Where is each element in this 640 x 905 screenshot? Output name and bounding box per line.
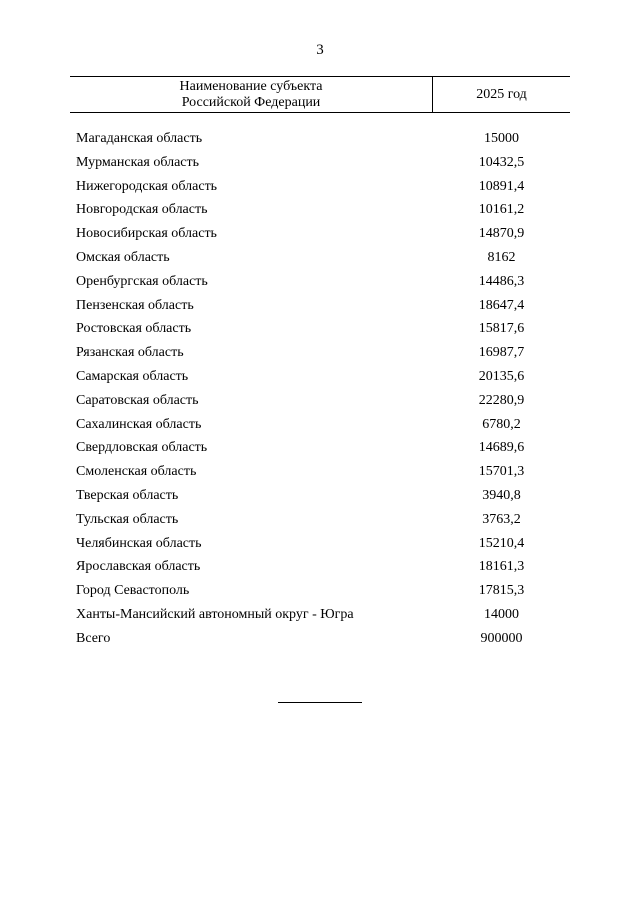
row-name: Ростовская область <box>76 321 192 337</box>
row-value: 20135,6 <box>478 368 525 384</box>
table-row <box>76 484 570 508</box>
row-value: 15000 <box>484 131 519 146</box>
row-value: 10161,2 <box>478 202 525 218</box>
row-value: 3763,2 <box>482 511 521 527</box>
row-value: 10891,4 <box>478 178 525 194</box>
table-row <box>76 532 570 556</box>
row-name: Тверская область <box>76 487 179 503</box>
row-value: 17815,3 <box>478 583 525 599</box>
row-name: Всего <box>76 630 111 646</box>
row-name: Саратовская область <box>76 392 199 408</box>
row-value: 15817,6 <box>478 321 525 337</box>
row-value: 14486,3 <box>478 273 525 289</box>
table-row <box>76 555 570 579</box>
row-name: Оренбургская область <box>76 273 208 289</box>
row-name: Рязанская область <box>76 345 184 361</box>
table-row <box>76 603 570 627</box>
table-row <box>76 294 570 318</box>
table-row <box>76 341 570 365</box>
table-row <box>76 365 570 389</box>
row-name: Челябинская область <box>76 535 202 551</box>
table-row <box>76 246 570 270</box>
header-subject-name <box>70 77 433 112</box>
row-name: Свердловская область <box>76 440 208 456</box>
table-row <box>76 389 570 413</box>
table-row <box>76 198 570 222</box>
table-row <box>76 460 570 484</box>
row-value: 22280,9 <box>478 392 525 408</box>
row-value: 10432,5 <box>478 154 525 170</box>
row-value: 3940,8 <box>482 487 521 503</box>
row-value: 14000 <box>484 606 519 622</box>
table-row <box>76 436 570 460</box>
row-name: Ханты-Мансийский автономный округ - Югра <box>76 606 354 622</box>
table-row <box>76 508 570 532</box>
row-name: Мурманская область <box>76 154 200 170</box>
header-year: 2025 год <box>476 87 527 102</box>
row-value: 15210,4 <box>478 535 525 551</box>
header-subject-line1: Наименование субъекта <box>179 79 323 94</box>
row-name: Новосибирская область <box>76 226 217 242</box>
table-row-total <box>76 627 570 651</box>
row-value: 8162 <box>487 249 516 265</box>
row-name: Новгородская область <box>76 202 208 218</box>
row-value: 14689,6 <box>478 440 525 456</box>
table-row <box>76 579 570 603</box>
row-value: 15701,3 <box>478 464 525 480</box>
row-name: Тульская область <box>76 511 179 527</box>
table-row <box>76 127 570 151</box>
row-name: Сахалинская область <box>76 416 202 432</box>
table-row <box>76 270 570 294</box>
row-name: Ярославская область <box>76 559 201 575</box>
table-row <box>76 413 570 437</box>
row-name: Самарская область <box>76 368 189 384</box>
row-value: 16987,7 <box>478 345 525 361</box>
table-row <box>76 222 570 246</box>
row-name: Нижегородская область <box>76 178 218 194</box>
row-value: 6780,2 <box>482 416 521 432</box>
table-body <box>76 127 570 651</box>
row-value: 14870,9 <box>478 226 525 242</box>
row-name: Омская область <box>76 249 170 265</box>
row-name: Пензенская область <box>76 297 194 313</box>
row-value: 18647,4 <box>478 297 525 313</box>
end-of-document-rule <box>278 702 362 703</box>
table-row <box>76 175 570 199</box>
row-name: Город Севастополь <box>76 583 190 599</box>
row-name: Смоленская область <box>76 464 197 480</box>
table-row <box>76 317 570 341</box>
row-value: 18161,3 <box>478 559 525 575</box>
table-header <box>70 76 570 113</box>
row-value: 900000 <box>480 630 523 646</box>
row-name: Магаданская область <box>76 131 203 146</box>
header-subject-line2: Российской Федерации <box>181 95 321 110</box>
table-row <box>76 151 570 175</box>
page-number: 3 <box>316 42 324 58</box>
